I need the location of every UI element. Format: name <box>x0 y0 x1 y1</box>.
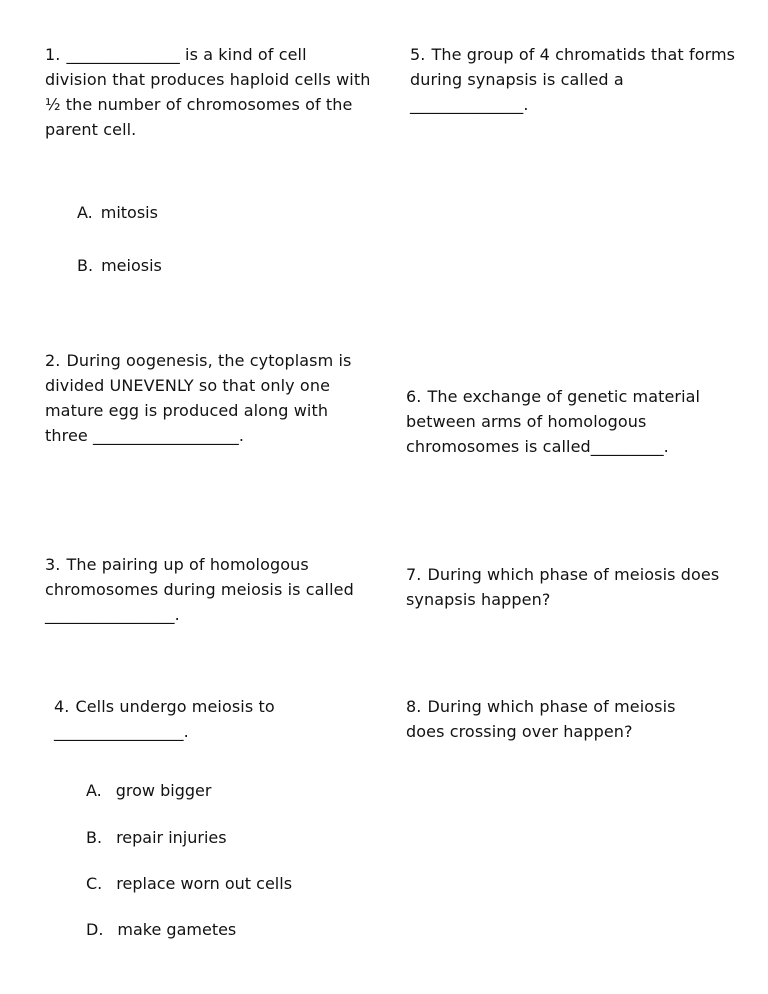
question-4-choice-b <box>86 825 227 850</box>
choice-text: meiosis <box>101 256 162 275</box>
choice-label: B. <box>86 828 103 847</box>
question-2 <box>45 348 371 448</box>
question-1-choice-b <box>77 253 162 278</box>
question-8-number: 8. <box>406 697 422 716</box>
question-4-choice-c <box>86 871 292 896</box>
question-7-text: During which phase of meiosis does synapsis happen? <box>406 565 720 609</box>
question-5 <box>410 42 744 117</box>
question-3 <box>45 552 379 627</box>
question-2-text: During oogenesis, the cytoplasm is divided UNEVENLY so that only one mature egg is produced along with three __________________. <box>45 351 352 445</box>
question-1-choice-a <box>77 200 158 225</box>
question-2-number: 2. <box>45 351 61 370</box>
question-6-text: The exchange of genetic material between arms of homologous chromosomes is called_________. <box>406 387 701 456</box>
choice-label: A. <box>77 203 93 222</box>
choice-label: C. <box>86 874 103 893</box>
question-1 <box>45 42 371 142</box>
choice-text: grow bigger <box>115 781 212 800</box>
question-4 <box>54 694 376 744</box>
choice-label: D. <box>86 920 104 939</box>
choice-text: make gametes <box>117 920 237 939</box>
question-5-number: 5. <box>410 45 426 64</box>
question-4-number: 4. <box>54 697 70 716</box>
question-4-text: Cells undergo meiosis to ________________. <box>54 697 275 741</box>
question-1-text: ______________ is a kind of cell division that produces haploid cells with ½ the number of chromosomes of the parent cell. <box>45 45 371 139</box>
question-6 <box>406 384 718 459</box>
choice-label: A. <box>86 781 102 800</box>
choice-label: B. <box>77 256 94 275</box>
choice-text: replace worn out cells <box>116 874 293 893</box>
question-1-number: 1. <box>45 45 61 64</box>
question-7 <box>406 562 736 612</box>
question-3-number: 3. <box>45 555 61 574</box>
question-6-number: 6. <box>406 387 422 406</box>
question-7-number: 7. <box>406 565 422 584</box>
question-8 <box>406 694 718 744</box>
question-4-choice-a <box>86 778 211 803</box>
choice-text: repair injuries <box>116 828 227 847</box>
question-8-text: During which phase of meiosis does crossing over happen? <box>406 697 676 741</box>
question-3-text: The pairing up of homologous chromosomes during meiosis is called ________________. <box>45 555 354 624</box>
question-5-text: The group of 4 chromatids that forms during synapsis is called a ______________. <box>410 45 736 114</box>
choice-text: mitosis <box>100 203 158 222</box>
question-4-choice-d <box>86 917 236 942</box>
